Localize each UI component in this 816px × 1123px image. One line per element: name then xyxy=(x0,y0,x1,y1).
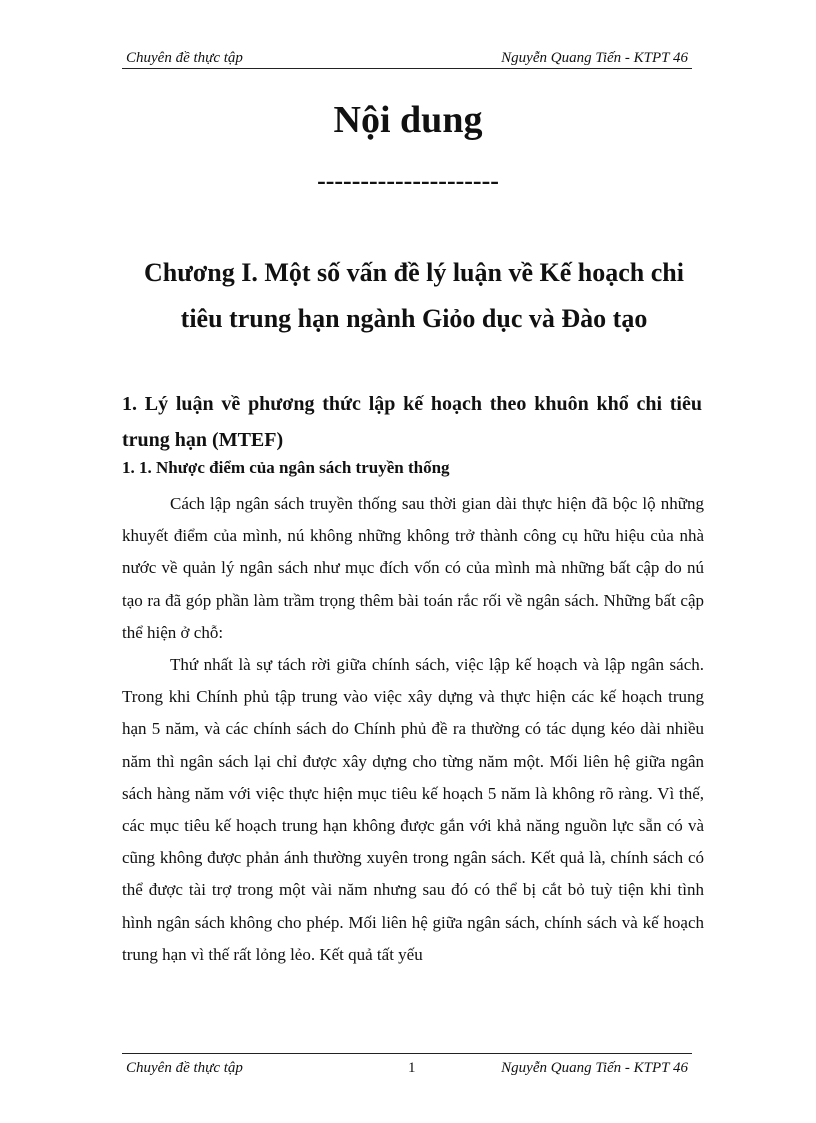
subsection-heading: 1. 1. Nhược điểm của ngân sách truyền thống xyxy=(122,458,450,477)
page-title: Nội dung xyxy=(333,99,483,141)
page-number: 1 xyxy=(408,1060,416,1076)
footer-left-text: Chuyên đề thực tập xyxy=(126,1060,243,1076)
body-text xyxy=(122,488,704,971)
chapter-heading-line-1: Chương I. Một số vấn đề lý luận về Kế hoạch chi xyxy=(144,258,684,287)
section-heading: 1. Lý luận về phương thức lập kế hoạch theo khuôn khổ chi tiêu trung hạn (MTEF) xyxy=(122,393,702,451)
header-right-text: Nguyễn Quang Tiến - KTPT 46 xyxy=(501,50,688,66)
paragraph: Thứ nhất là sự tách rời giữa chính sách, việc lập kế hoạch và lập ngân sách. Trong khi Chính phủ tập trung vào việc xây dựng và thực hiện các kế hoạch trung hạn 5 năm, và các chính sách do Chính phủ đề ra thường có tác dụng kéo dài nhiều năm thì ngân sách lại chỉ được xây dựng cho từng năm một. Mối liên hệ giữa ngân sách hàng năm với việc thực hiện mục tiêu kế hoạch 5 năm là không rõ ràng. Vì thế, các mục tiêu kế hoạch trung hạn không được gắn với khả năng nguồn lực sẵn có và cũng không được phản ánh thường xuyên trong ngân sách. Kết quả là, chính sách có thể được tài trợ trong một vài năm nhưng sau đó có thể bị cắt bỏ tuỳ tiện khi tình hình ngân sách không cho phép. Mối liên hệ giữa ngân sách, chính sách và kế hoạch trung hạn vì thế rất lỏng lẻo. Kết quả tất yếu xyxy=(122,655,704,964)
page-footer xyxy=(122,1053,692,1080)
footer-right-text: Nguyễn Quang Tiến - KTPT 46 xyxy=(501,1060,688,1076)
chapter-heading xyxy=(100,250,728,342)
title-separator: --------------------- xyxy=(317,166,499,195)
paragraph: Cách lập ngân sách truyền thống sau thời gian dài thực hiện đã bộc lộ những khuyết điểm của mình, nú không những không trở thành công cụ hữu hiệu của nhà nước về quản lý ngân sách như mục đích vốn có của mình mà những bất cập do nú tạo ra đã góp phần làm trầm trọng thêm bài toán rắc rối về ngân sách. Những bất cập thể hiện ở chỗ: xyxy=(122,494,704,642)
chapter-heading-line-2: tiêu trung hạn ngành Giỏo dục và Đào tạo xyxy=(180,304,648,333)
header-left-text: Chuyên đề thực tập xyxy=(126,50,243,66)
page-header xyxy=(122,48,692,69)
